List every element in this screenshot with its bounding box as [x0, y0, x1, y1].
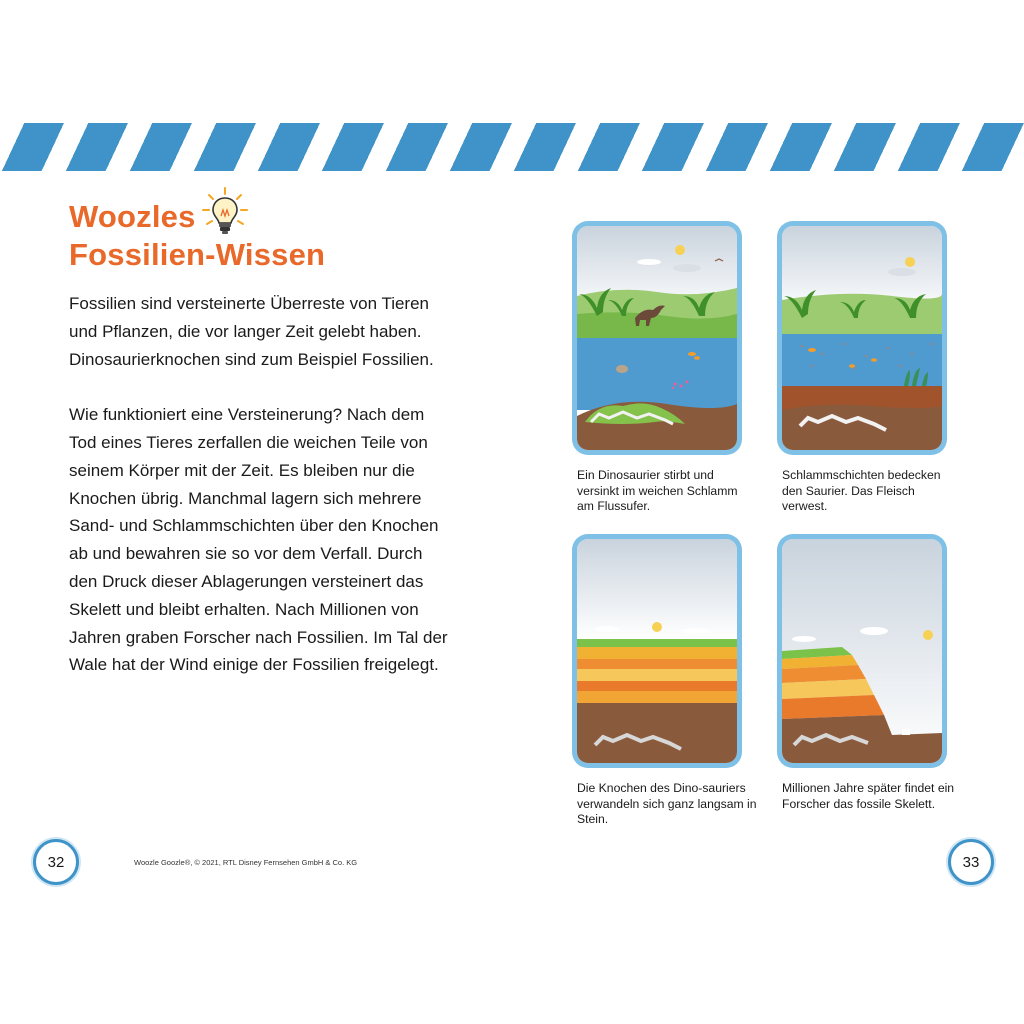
caption-panel-4: Millionen Jahre später findet ein Forscher das fossile Skelett.	[782, 781, 955, 811]
illustration-discovery	[782, 539, 942, 763]
paragraph-intro: Fossilien sind versteinerte Überreste von Tieren und Pflanzen, die vor langer Zeit gelebt haben. Dinosaurierknochen sind zum Beispiel Fossilien.	[69, 294, 434, 369]
illustration-panel-1	[572, 221, 742, 455]
illustration-panel-4	[777, 534, 947, 768]
page-title-line2: Fossilien-Wissen	[69, 237, 326, 272]
caption-panel-1: Ein Dinosaurier stirbt und versinkt im weichen Schlamm am Flussufer.	[577, 468, 738, 514]
paragraph-process: Wie funktioniert eine Versteinerung? Nach dem Tod eines Tieres zerfallen die weichen Teile von seinem Körper mit der Zeit. Es bleiben nur die Knochen übrig. Manchmal lagern sich mehrere Sand- und Schlammschichten über den Knochen ab und bewahren sie so vor dem Verfall. Durch den Druck dieser Ablagerungen versteinert das Skelett und bleibt erhalten. Nach Millionen von Jahren graben Forscher nach Fossilien. Im Tal der Wale hat der Wind einige der Fossilien freigelegt.	[69, 405, 448, 675]
illustration-dinosaur-dies	[577, 226, 737, 450]
page-number-right: 33	[948, 839, 994, 885]
illustration-fossilization	[577, 539, 737, 763]
page-title-line1: Woozles	[69, 199, 196, 234]
caption-panel-2: Schlammschichten bedecken den Saurier. Das Fleisch verwest.	[782, 468, 941, 514]
page-number-left: 32	[33, 839, 79, 885]
striped-banner	[0, 123, 1024, 171]
body-text	[69, 290, 449, 679]
illustration-mud-layers	[782, 226, 942, 450]
illustration-panel-2	[777, 221, 947, 455]
copyright-notice: Woozle Goozle®, © 2021, RTL Disney Fernsehen GmbH & Co. KG	[134, 858, 358, 867]
illustration-panel-3	[572, 534, 742, 768]
caption-panel-3: Die Knochen des Dino-sauriers verwandeln sich ganz langsam in Stein.	[577, 781, 757, 827]
lightbulb-icon	[198, 186, 252, 238]
